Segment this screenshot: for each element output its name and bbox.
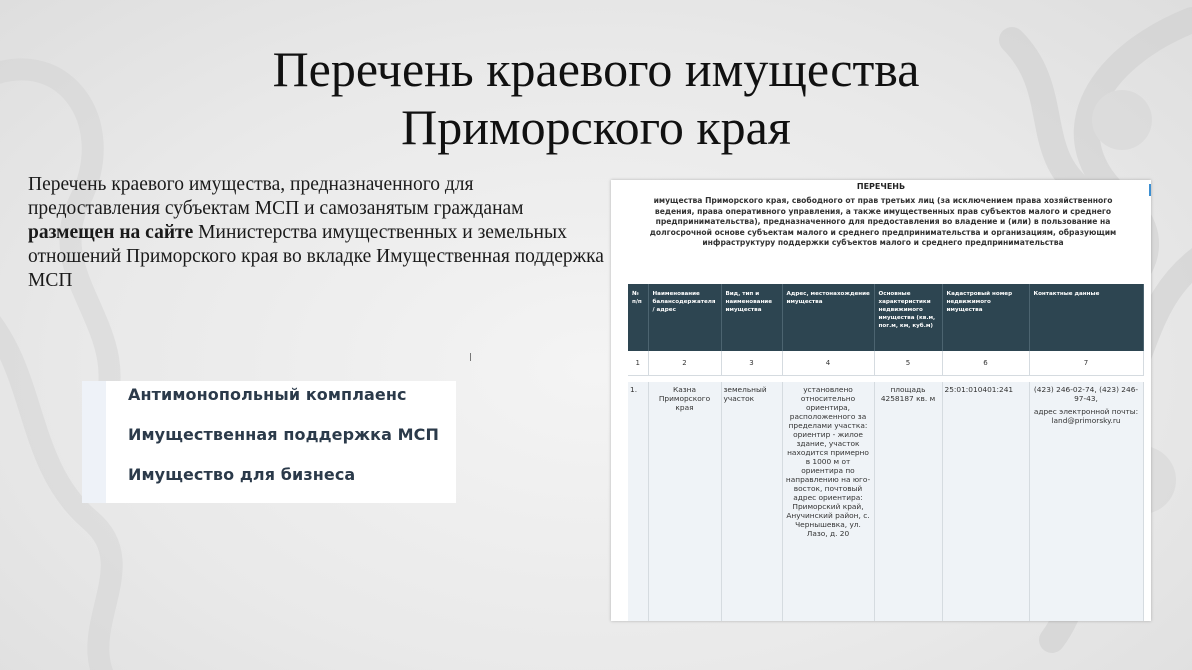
- menu-item-business-property[interactable]: Имущество для бизнеса: [128, 465, 356, 484]
- column-number: 6: [942, 351, 1029, 376]
- row-address: установлено относительно ориентира, расположенного за пределами участка: ориентир - жилое здание, участок находится примерно в 1000 м от ориентира по направлению на юго-восток, почтовый адрес ориентира: Приморский край, Анучинский район, с. Чернышевка, ул. Лазо, д. 20: [782, 382, 874, 621]
- column-header: Контактные данные: [1029, 284, 1143, 351]
- document-subheading: имущества Приморского края, свободного от прав третьих лиц (за исключением права хозяйственного ведения, права оперативного управления, а также имущественных прав субъектов малого и среднего предпринимательства), предназначенного для предоставления во владение и (или) в пользование на долгосрочной основе субъектам малого и среднего предпринимательства и организациям, образующим инфраструктуру поддержки субъектов малого и среднего предпринимательства: [649, 196, 1117, 248]
- title-line-2: Приморского края: [401, 99, 791, 155]
- document-heading: ПЕРЕЧЕНЬ: [856, 182, 906, 191]
- divider-mark: [470, 353, 471, 361]
- column-header: Кадастровый номер недвижимого имущества: [942, 284, 1029, 351]
- column-number: 1: [628, 351, 648, 376]
- contact-email-label: адрес электронной почты:: [1033, 407, 1139, 416]
- column-number: 5: [874, 351, 942, 376]
- slide-title: [0, 40, 1192, 156]
- row-characteristics: площадь 4258187 кв. м: [874, 382, 942, 621]
- column-header: Наименование балансодержателя / адрес: [648, 284, 721, 351]
- menu-item-antimonopoly[interactable]: Антимонопольный комплаенс: [128, 385, 407, 404]
- column-header: № п/п: [628, 284, 648, 351]
- property-table: [628, 284, 1144, 621]
- contact-email: land@primorsky.ru: [1051, 416, 1121, 425]
- contact-phones: (423) 246-02-74, (423) 246-97-43,: [1033, 385, 1139, 403]
- row-holder: Казна Приморского края: [648, 382, 721, 621]
- title-line-1: Перечень краевого имущества: [272, 41, 920, 97]
- menu-item-property-support[interactable]: Имущественная поддержка МСП: [128, 425, 440, 444]
- column-number: 2: [648, 351, 721, 376]
- description-bold-text: размещен на сайте: [28, 222, 194, 243]
- column-number: 4: [782, 351, 874, 376]
- column-number: 7: [1029, 351, 1143, 376]
- row-number: 1.: [628, 382, 648, 621]
- row-contacts: [1029, 382, 1143, 621]
- column-header: Адрес, местонахождение имущества: [782, 284, 874, 351]
- column-header: Вид, тип и наименование имущества: [721, 284, 782, 351]
- column-number: 3: [721, 351, 782, 376]
- table-header-row: [628, 284, 1143, 351]
- column-number-row: [628, 351, 1143, 376]
- description-text-1: Перечень краевого имущества, предназначенного для предоставления субъектам МСП и самозанятым гражданам: [28, 174, 524, 219]
- description-text-2: Министерства имущественных и земельных отношений Приморского края во вкладке Имущественная поддержка МСП: [28, 222, 604, 291]
- property-list-document: [611, 180, 1151, 621]
- row-type: земельный участок: [721, 382, 782, 621]
- slide-description: [28, 173, 608, 293]
- row-cadastral-number: 25:01:010401:241: [942, 382, 1029, 621]
- table-row: [628, 382, 1143, 621]
- column-header: Основные характеристики недвижимого имущества (кв.м, пог.м, км, куб.м): [874, 284, 942, 351]
- website-menu-screenshot: [82, 381, 456, 503]
